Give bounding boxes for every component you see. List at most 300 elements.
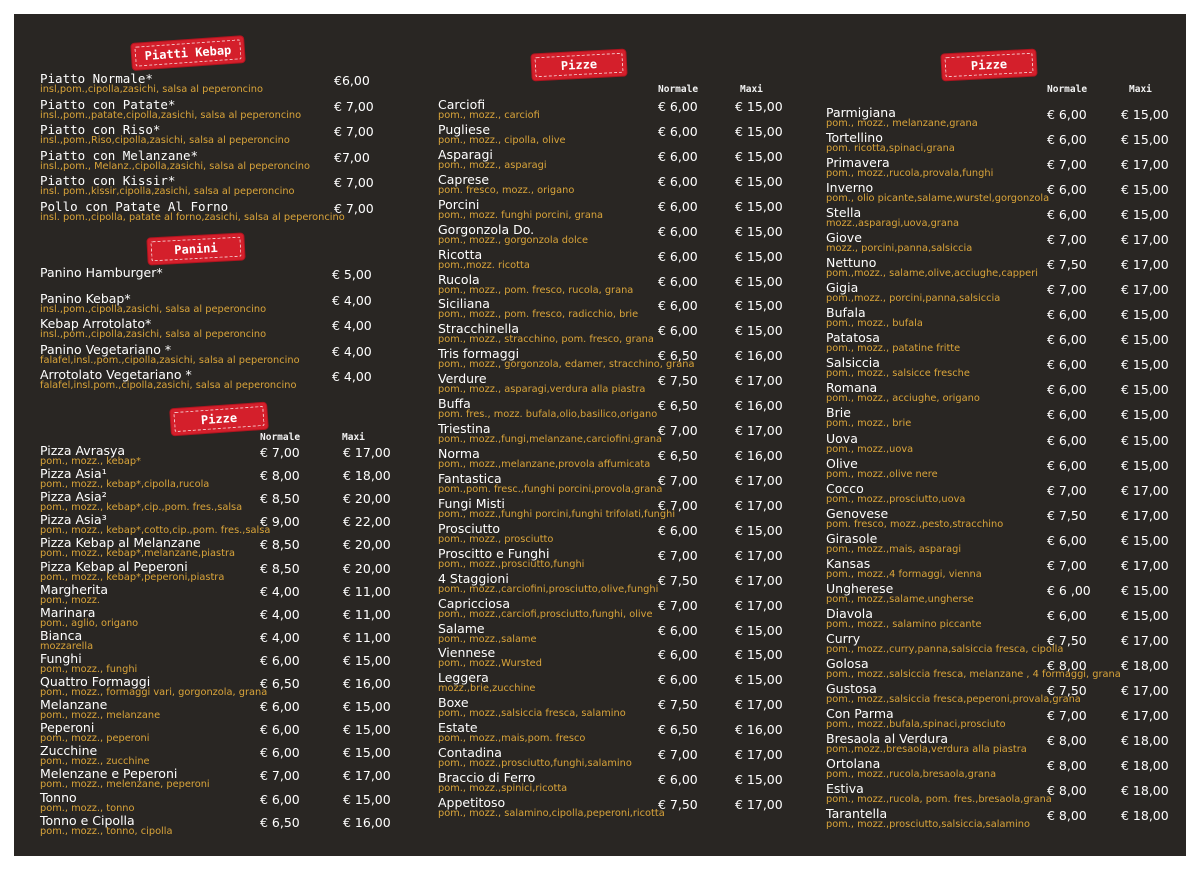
price-maxi: € 18,00 (1121, 783, 1169, 799)
item-name: Fantastica (438, 470, 502, 486)
menu-item (438, 522, 808, 548)
price-maxi: € 15,00 (1121, 182, 1169, 198)
item-description: pom., mozz., formaggi vari, gorgonzola, grana (40, 687, 268, 698)
item-name: Asparagi (438, 146, 493, 162)
price-normale: € 7,50 (1047, 507, 1087, 523)
menu-item (438, 547, 808, 573)
item-description: pom.,mozz., salame,olive,acciughe,capperi (826, 268, 1038, 280)
price-normale: € 8,00 (1047, 758, 1087, 774)
menu-item (438, 223, 808, 249)
price-maxi: € 11,00 (343, 629, 391, 645)
price-maxi: € 15,00 (1121, 382, 1169, 398)
price-normale: € 7,00 (1047, 232, 1087, 248)
price-maxi: € 17,00 (1121, 482, 1169, 498)
price-normale: € 6,00 (658, 298, 698, 314)
item-description: mozz., porcini,panna,salsiccia (826, 243, 973, 255)
item-name: Pugliese (438, 121, 491, 137)
menu-item (438, 572, 808, 598)
section-title-pizze-3: Pizze (941, 50, 1036, 81)
item-description: pom., mozz., kebap*,cotto,cip.,pom. fres.,salsa (40, 525, 271, 537)
menu-item (438, 198, 808, 224)
item-name: Porcini (438, 196, 480, 212)
menu-item (438, 422, 808, 448)
menu-item (826, 106, 1196, 132)
price-normale: € 7,00 (1047, 157, 1087, 173)
price-maxi: € 16,00 (343, 676, 391, 691)
price-normale: € 6,00 (658, 273, 698, 289)
header-maxi-2: Maxi (740, 84, 763, 95)
price-maxi: € 15,00 (735, 99, 783, 114)
price-normale: € 6,00 (658, 522, 698, 538)
menu-item (826, 682, 1196, 708)
menu-item (826, 406, 1196, 432)
item-description: pom., mozz.,4 formaggi, vienna (826, 568, 982, 580)
price-normale: € 7,00 (1047, 482, 1087, 498)
price-maxi: € 17,00 (1121, 682, 1169, 698)
item-price: € 7,00 (334, 98, 374, 114)
price-maxi: € 17,00 (735, 497, 783, 513)
header-maxi-3: Maxi (1129, 84, 1152, 95)
item-description: pom., mozz.,bufala,spinaci,prosciuto (826, 718, 1006, 730)
price-maxi: € 17,00 (343, 768, 391, 784)
price-normale: € 8,00 (260, 468, 300, 484)
item-description: pom., mozz., tonno (40, 802, 135, 814)
item-name: Tortellino (826, 130, 883, 146)
price-maxi: € 15,00 (1121, 582, 1169, 598)
item-description: pom., mozz.,fungi,melanzane,carciofini,grana (438, 434, 663, 446)
item-description: pom. fres., mozz. bufala,olio,basilico,origano (438, 409, 658, 421)
price-maxi: € 17,00 (735, 597, 783, 613)
item-description: pom., mozz., carciofi (438, 110, 540, 121)
menu-item (826, 181, 1196, 207)
item-name: Boxe (438, 695, 469, 711)
item-name: Estate (438, 720, 478, 736)
item-price: € 7,00 (334, 124, 374, 140)
item-description: pom., mozz. funghi porcini, grana (438, 209, 604, 221)
price-normale: € 7,50 (658, 373, 698, 389)
item-price: €6,00 (334, 73, 370, 88)
price-normale: € 7,00 (658, 497, 698, 513)
price-maxi: € 15,00 (735, 772, 783, 788)
item-name: Quattro Formaggi (40, 674, 151, 689)
item-description: mozzarella (40, 640, 94, 652)
item-name: Con Parma (826, 705, 894, 721)
menu-item (826, 507, 1196, 533)
price-normale: € 6,00 (260, 722, 300, 738)
item-description: mozz.,asparagi,uova,grana (826, 218, 960, 230)
item-name: Panino Vegetariano * (40, 341, 172, 357)
price-maxi: € 17,00 (1121, 507, 1169, 523)
menu-item (826, 457, 1196, 483)
price-normale: € 8,50 (260, 537, 300, 553)
item-name: Tonno (40, 789, 77, 805)
item-description: pom., mozz., kebap* (40, 456, 141, 467)
price-normale: € 6,00 (260, 745, 300, 761)
price-maxi: € 17,00 (735, 747, 783, 763)
price-normale: € 8,00 (1047, 657, 1087, 673)
menu-item (438, 123, 808, 149)
price-maxi: € 15,00 (735, 123, 783, 139)
item-name: Piatto con Kissir* (40, 173, 176, 189)
item-name: Capricciosa (438, 595, 510, 611)
price-maxi: € 17,00 (1121, 282, 1169, 298)
price-normale: € 6,00 (260, 652, 300, 668)
item-description: pom., mozz., melanzane,grana (826, 118, 978, 129)
item-name: Giove (826, 230, 862, 246)
menu-item (826, 582, 1196, 608)
menu-item (826, 331, 1196, 357)
item-name: Kebap Arrotolato* (40, 316, 152, 332)
item-description: pom., mozz., kebap*,melanzane,piastra (40, 548, 235, 560)
price-normale: € 6,00 (1047, 182, 1087, 198)
menu-item (826, 432, 1196, 458)
price-normale: € 6,00 (658, 148, 698, 164)
column-middle (14, 14, 1186, 856)
item-description: pom., mozz.,spinici,ricotta (438, 783, 568, 795)
price-maxi: € 17,00 (343, 445, 391, 460)
menu-item (438, 646, 808, 672)
price-maxi: € 18,00 (1121, 808, 1169, 824)
price-normale: € 6,00 (1047, 407, 1087, 423)
menu-item (438, 796, 808, 822)
menu-item (438, 322, 808, 348)
price-maxi: € 15,00 (735, 672, 783, 688)
item-price: €7,00 (334, 149, 370, 165)
item-description: pom., mozz.,rucola,bresaola,grana (826, 769, 997, 781)
item-description: pom., mozz.,prosciutto,funghi,salamino (438, 758, 632, 770)
item-description: insl.,pom., Melanz.,cipolla,zasichi, salsa al peperoncino (40, 160, 310, 172)
menu-item (826, 306, 1196, 332)
item-description: pom., mozz., bufala (826, 318, 923, 330)
price-maxi: € 15,00 (1121, 457, 1169, 473)
item-description: pom., mozz.,melanzane,provola affumicata (438, 459, 651, 471)
price-maxi: € 17,00 (735, 572, 783, 588)
price-normale: € 4,00 (260, 583, 300, 599)
item-name: Patatosa (826, 330, 880, 346)
item-name: Primavera (826, 155, 890, 171)
price-normale: € 6,50 (658, 448, 698, 464)
item-name: Gigia (826, 280, 859, 296)
price-maxi: € 18,00 (1121, 657, 1169, 673)
item-description: pom., mozz., melanzane (40, 710, 161, 722)
section-title-panini: Panini (147, 234, 244, 265)
item-name: Estiva (826, 781, 864, 797)
item-description: pom.,mozz. ricotta (438, 259, 530, 271)
item-description: insl. pom.,kissir,cipolla,zasichi, salsa al peperoncino (40, 186, 295, 198)
price-maxi: € 17,00 (735, 697, 783, 713)
item-name: Leggera (438, 670, 489, 686)
section-title-pizze-2: Pizze (531, 50, 626, 81)
item-description: insl. pom.,cipolla, patate al forno,zasichi, salsa al peperoncino (40, 212, 345, 223)
item-description: mozz.,brie,zucchine (438, 683, 536, 695)
menu-board (14, 14, 1186, 856)
price-normale: € 6,00 (1047, 207, 1087, 223)
price-normale: € 6,50 (658, 348, 698, 364)
price-maxi: € 15,00 (343, 745, 391, 761)
item-price: € 4,00 (332, 369, 372, 385)
item-description: pom., aglio, origano (40, 617, 139, 629)
price-maxi: € 15,00 (1121, 532, 1169, 548)
item-description: pom., mozz., asparagi,verdura alla piastra (438, 384, 646, 396)
menu-item (438, 746, 808, 772)
item-name: Panino Kebap* (40, 290, 131, 306)
item-name: Kansas (826, 555, 871, 571)
item-name: Ungherese (826, 580, 894, 596)
price-maxi: € 15,00 (343, 722, 391, 738)
item-name: Bresaola al Verdura (826, 731, 949, 746)
price-normale: € 6,00 (1047, 107, 1087, 122)
price-maxi: € 17,00 (735, 423, 783, 439)
item-description: pom., mozz., cipolla, olive (438, 134, 566, 146)
item-name: Parmigiana (826, 105, 896, 120)
item-name: Nettuno (826, 255, 877, 271)
price-normale: € 9,00 (260, 514, 300, 530)
price-normale: € 6,50 (658, 398, 698, 414)
menu-item (438, 347, 808, 373)
item-name: Zucchine (40, 743, 98, 759)
item-name: Rucola (438, 271, 480, 287)
price-maxi: € 18,00 (343, 468, 391, 484)
price-maxi: € 16,00 (735, 448, 783, 464)
item-name: Panino Hamburger* (40, 265, 163, 280)
price-normale: € 6,50 (260, 814, 300, 830)
item-name: Salame (438, 620, 485, 636)
price-normale: € 6,00 (658, 198, 698, 214)
item-description: pom., mozz., gorgonzola dolce (438, 234, 589, 246)
item-name: Cocco (826, 480, 864, 496)
item-name: Stella (826, 205, 862, 221)
price-normale: € 7,00 (658, 423, 698, 439)
item-name: Brie (826, 405, 851, 421)
menu-item (438, 622, 808, 648)
item-name: Fungi Misti (438, 495, 505, 511)
price-maxi: € 20,00 (343, 537, 391, 553)
menu-item (438, 771, 808, 797)
price-maxi: € 15,00 (1121, 107, 1169, 122)
item-name: Caprese (438, 171, 490, 187)
item-price: € 4,00 (332, 292, 372, 308)
price-normale: € 6,00 (658, 99, 698, 114)
item-description: insl.,pom.,Riso,cipolla,zasichi, salsa al peperoncino (40, 135, 290, 147)
price-maxi: € 17,00 (1121, 157, 1169, 173)
item-name: Curry (826, 630, 861, 646)
price-maxi: € 15,00 (1121, 307, 1169, 323)
item-description: pom., mozz., brie (826, 418, 912, 430)
menu-item (826, 482, 1196, 508)
price-normale: € 6,00 (1047, 432, 1087, 448)
price-normale: € 7,00 (260, 768, 300, 784)
price-maxi: € 22,00 (343, 514, 391, 530)
item-name: Contadina (438, 745, 502, 761)
menu-item (826, 256, 1196, 282)
item-name: Pizza Avrasya (40, 443, 126, 458)
menu-item (826, 707, 1196, 733)
price-normale: € 7,00 (658, 547, 698, 563)
item-description: pom., mozz. (40, 594, 101, 606)
item-description: pom. ricotta,spinaci,grana (826, 143, 955, 155)
item-description: pom., mozz., kebap*,cipolla,rucola (40, 479, 210, 491)
price-maxi: € 20,00 (343, 491, 391, 507)
item-name: Piatto con Melanzane* (40, 147, 199, 163)
menu-item (438, 497, 808, 523)
price-normale: € 6,00 (658, 772, 698, 788)
menu-item (826, 206, 1196, 232)
item-name: Gorgonzola Do. (438, 221, 535, 237)
price-maxi: € 15,00 (735, 323, 783, 339)
item-price: € 4,00 (332, 318, 372, 334)
price-maxi: € 17,00 (1121, 257, 1169, 273)
price-normale: € 7,00 (658, 597, 698, 613)
price-maxi: € 18,00 (1121, 733, 1169, 748)
item-name: Melenzane e Peperoni (40, 766, 178, 782)
price-normale: € 6,00 (1047, 607, 1087, 623)
menu-item (438, 671, 808, 697)
item-description: pom., mozz., pom. fresco, rucola, grana (438, 284, 634, 296)
item-name: Piatto con Riso* (40, 122, 161, 138)
item-price: € 7,00 (334, 175, 374, 191)
item-name: Marinara (40, 604, 96, 620)
item-name: 4 Staggioni (438, 570, 509, 586)
item-name: Piatto Normale* (40, 71, 153, 86)
item-description: pom.,pom. fresc.,funghi porcini,provola,grana (438, 483, 663, 495)
price-normale: € 6,00 (658, 647, 698, 663)
item-name: Pizza Asia² (40, 489, 107, 505)
menu-item (438, 98, 808, 124)
item-description: insl.,pom.,patate,cipolla,zasichi, salsa al peperoncino (40, 109, 302, 121)
price-maxi: € 15,00 (735, 248, 783, 264)
item-description: pom.,mozz., porcini,panna,salsiccia (826, 293, 1001, 305)
price-normale: € 7,50 (1047, 682, 1087, 698)
item-description: pom., mozz.,mais, asparagi (826, 543, 962, 555)
price-normale: € 6,00 (1047, 332, 1087, 348)
price-maxi: € 15,00 (735, 522, 783, 538)
price-normale: € 6,00 (658, 622, 698, 638)
price-maxi: € 16,00 (735, 348, 783, 364)
item-description: pom., mozz., pom. fresco, radicchio, brie (438, 309, 639, 321)
item-name: Ricotta (438, 246, 483, 262)
menu-item (826, 231, 1196, 257)
item-description: pom., mozz.,salsiccia fresca, salamino (438, 708, 626, 720)
item-price: € 5,00 (332, 267, 372, 282)
price-normale: € 6,50 (260, 676, 300, 691)
item-description: pom., mozz.,curry,panna,salsiccia fresca, cipolla (826, 643, 1064, 655)
menu-item (438, 447, 808, 473)
item-name: Buffa (438, 396, 471, 412)
price-normale: € 7,50 (658, 797, 698, 813)
menu-item (438, 696, 808, 722)
price-normale: € 6,50 (658, 722, 698, 738)
item-description: pom., mozz.,carciofini,prosciutto,olive,funghi (438, 583, 659, 595)
price-maxi: € 17,00 (735, 547, 783, 563)
price-normale: € 4,00 (260, 606, 300, 622)
item-description: pom., mozz.,prosciutto,salsiccia,salamino (826, 819, 1030, 831)
menu-item (438, 372, 808, 398)
item-name: Girasole (826, 530, 878, 546)
price-maxi: € 11,00 (343, 583, 391, 599)
price-normale: € 7,50 (1047, 257, 1087, 273)
menu-item (438, 273, 808, 299)
menu-item (826, 632, 1196, 658)
menu-item (438, 472, 808, 498)
item-description: pom., mozz., acciughe, origano (826, 393, 980, 405)
item-name: Peperoni (40, 720, 95, 736)
price-normale: € 7,50 (1047, 632, 1087, 648)
item-name: Genovese (826, 505, 889, 521)
item-description: pom., mozz., prosciutto (438, 533, 554, 545)
item-name: Prosciutto (438, 520, 501, 536)
menu-item (438, 297, 808, 323)
price-maxi: € 15,00 (735, 148, 783, 164)
price-normale: € 6,00 (1047, 532, 1087, 548)
price-normale: € 6 ,00 (1047, 582, 1091, 598)
price-maxi: € 17,00 (735, 797, 783, 813)
item-name: Gustosa (826, 680, 877, 696)
price-maxi: € 15,00 (1121, 357, 1169, 373)
item-name: Margherita (40, 581, 109, 597)
item-name: Bianca (40, 627, 83, 643)
item-description: pom., mozz.,mais,pom. fresco (438, 733, 586, 745)
price-normale: € 6,00 (1047, 132, 1087, 148)
item-name: Diavola (826, 605, 873, 621)
price-maxi: € 15,00 (735, 647, 783, 663)
header-normale-3: Normale (1047, 84, 1088, 95)
price-normale: € 7,00 (260, 445, 300, 460)
header-normale-2: Normale (658, 84, 699, 95)
price-maxi: € 16,00 (735, 398, 783, 414)
item-name: Triestina (438, 421, 491, 437)
item-name: Pizza Kebap al Peperoni (40, 558, 188, 574)
item-description: pom., mozz., peperoni (40, 733, 150, 745)
item-name: Funghi (40, 650, 82, 666)
price-maxi: € 15,00 (1121, 132, 1169, 148)
price-maxi: € 17,00 (1121, 232, 1169, 248)
menu-item (826, 156, 1196, 182)
price-maxi: € 11,00 (343, 606, 391, 622)
price-maxi: € 15,00 (735, 198, 783, 214)
item-description: pom., mozz.,rucola, pom. fres.,bresaola,grana (826, 794, 1052, 806)
price-normale: € 6,00 (658, 173, 698, 189)
menu-item (438, 173, 808, 199)
price-normale: € 8,00 (1047, 808, 1087, 824)
price-maxi: € 15,00 (735, 223, 783, 239)
item-description: pom., mozz.,Wursted (438, 658, 542, 670)
price-maxi: € 15,00 (1121, 332, 1169, 348)
price-maxi: € 17,00 (735, 472, 783, 488)
item-name: Salsiccia (826, 355, 880, 371)
price-normale: € 6,00 (1047, 382, 1087, 398)
item-description: pom., mozz.,salame,ungherse (826, 593, 974, 605)
menu-item (826, 607, 1196, 633)
price-maxi: € 15,00 (1121, 407, 1169, 423)
price-maxi: € 15,00 (343, 652, 391, 668)
price-maxi: € 17,00 (1121, 707, 1169, 723)
item-description: pom., olio picante,salame,wurstel,gorgonzola (826, 193, 1050, 205)
item-name: Olive (826, 455, 858, 471)
item-description: pom., mozz., kebap*,cip.,pom. fres.,salsa (40, 502, 243, 514)
price-maxi: € 20,00 (343, 560, 391, 576)
item-description: pom., mozz., zucchine (40, 756, 150, 768)
price-normale: € 7,50 (658, 697, 698, 713)
item-description: pom., mozz.,salame (438, 633, 537, 645)
item-description: pom., mozz.,olive nere (826, 468, 938, 480)
item-name: Norma (438, 446, 480, 462)
price-maxi: € 17,00 (1121, 557, 1169, 573)
item-description: falafel,insl.,pom.,cipolla,zasichi, salsa al peperoncino (40, 354, 300, 366)
item-name: Pollo con Patate Al Forno (40, 199, 229, 214)
price-normale: € 8,50 (260, 491, 300, 507)
item-description: pom., mozz., asparagi (438, 159, 547, 171)
item-name: Romana (826, 380, 878, 396)
